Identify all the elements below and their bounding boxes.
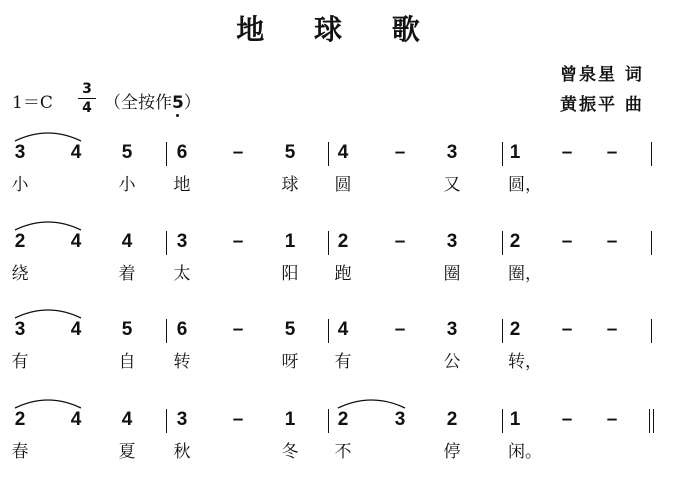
slur	[14, 128, 82, 144]
note: 2	[14, 231, 26, 252]
time-signature-bottom: 4	[82, 100, 92, 116]
lyric: 跑	[334, 264, 352, 284]
note: 3	[446, 142, 458, 163]
score-row	[0, 410, 676, 490]
note: 3	[176, 231, 188, 252]
sustain-dash: –	[232, 142, 244, 163]
barline	[502, 142, 503, 166]
note: 1	[284, 231, 296, 252]
slur-curve	[15, 400, 81, 408]
note: 2	[446, 409, 458, 430]
tempo-note: 5	[172, 93, 184, 113]
lyric: 阳	[281, 264, 299, 284]
note: 5	[284, 319, 296, 340]
score-row	[0, 143, 676, 223]
lyric: 闲。	[508, 442, 542, 462]
sustain-dash: –	[606, 409, 618, 430]
barline	[166, 409, 167, 433]
sustain-dash: –	[561, 409, 573, 430]
sustain-dash: –	[232, 409, 244, 430]
sustain-dash: –	[561, 319, 573, 340]
key-signature: 1＝C	[12, 93, 53, 113]
sustain-dash: –	[394, 319, 406, 340]
lyric: 圆	[334, 175, 352, 195]
lyric: 夏	[118, 442, 136, 462]
note: 2	[337, 231, 349, 252]
barline	[651, 319, 652, 343]
barline	[328, 319, 329, 343]
note: 4	[70, 231, 82, 252]
lyric: 停	[443, 442, 461, 462]
sustain-dash: –	[394, 231, 406, 252]
note: 1	[509, 142, 521, 163]
tempo-suffix: ）	[183, 93, 201, 113]
lyric: 着	[118, 264, 136, 284]
score-row	[0, 320, 676, 400]
lyric: 圈，	[508, 264, 542, 284]
note: 4	[337, 319, 349, 340]
note: 3	[14, 142, 26, 163]
composer-credit: 黄振平 曲	[560, 95, 644, 115]
sustain-dash: –	[394, 142, 406, 163]
lyric: 转	[173, 352, 191, 372]
barline	[651, 142, 652, 166]
note: 6	[176, 319, 188, 340]
lyric: 公	[443, 352, 461, 372]
note: 2	[14, 409, 26, 430]
note: 6	[176, 142, 188, 163]
note: 3	[394, 409, 406, 430]
lyric: 春	[11, 442, 29, 462]
lyric: 圆，	[508, 175, 542, 195]
note: 4	[121, 409, 133, 430]
barline	[502, 409, 503, 433]
barline	[502, 319, 503, 343]
sustain-dash: –	[606, 142, 618, 163]
final-barline	[649, 409, 654, 433]
lyric: 绕	[11, 264, 29, 284]
lyric: 自	[118, 352, 136, 372]
slur-curve	[15, 133, 81, 141]
time-signature-line	[78, 98, 96, 99]
lyric: 球	[281, 175, 299, 195]
barline	[328, 142, 329, 166]
slur	[14, 305, 82, 321]
barline	[166, 142, 167, 166]
note: 5	[121, 142, 133, 163]
note: 3	[446, 319, 458, 340]
slur-curve	[338, 400, 405, 408]
note: 3	[14, 319, 26, 340]
barline	[502, 231, 503, 255]
lyric: 小	[11, 175, 29, 195]
barline	[651, 231, 652, 255]
slur	[14, 217, 82, 233]
lyric: 地	[173, 175, 191, 195]
slur	[14, 395, 82, 411]
sustain-dash: –	[606, 319, 618, 340]
tempo-marking	[104, 88, 201, 113]
note: 4	[70, 142, 82, 163]
lyric: 小	[118, 175, 136, 195]
note: 1	[509, 409, 521, 430]
slur-curve	[15, 222, 81, 230]
note: 2	[509, 231, 521, 252]
lyric: 圈	[443, 264, 461, 284]
note: 2	[337, 409, 349, 430]
time-signature	[76, 81, 98, 116]
sustain-dash: –	[232, 319, 244, 340]
lyric: 秋	[173, 442, 191, 462]
score-row	[0, 232, 676, 312]
lyric: 有	[334, 352, 352, 372]
barline	[166, 319, 167, 343]
barline	[328, 409, 329, 433]
sustain-dash: –	[561, 142, 573, 163]
note: 5	[284, 142, 296, 163]
note: 5	[121, 319, 133, 340]
tempo-prefix: （全按作	[104, 93, 172, 113]
sustain-dash: –	[561, 231, 573, 252]
lyric: 太	[173, 264, 191, 284]
note: 3	[446, 231, 458, 252]
lyricist-credit: 曾泉星 词	[560, 65, 644, 85]
note: 3	[176, 409, 188, 430]
sustain-dash: –	[606, 231, 618, 252]
note: 2	[509, 319, 521, 340]
lyric: 不	[334, 442, 352, 462]
lyric: 呀	[281, 352, 299, 372]
sustain-dash: –	[232, 231, 244, 252]
song-title: 地 球 歌	[236, 13, 440, 46]
barline	[328, 231, 329, 255]
note: 4	[121, 231, 133, 252]
note: 4	[70, 409, 82, 430]
lyric: 转，	[508, 352, 542, 372]
slur-curve	[15, 310, 81, 318]
lyric: 有	[11, 352, 29, 372]
note: 4	[70, 319, 82, 340]
slur	[337, 395, 406, 411]
lyric: 冬	[281, 442, 299, 462]
note: 4	[337, 142, 349, 163]
barline	[166, 231, 167, 255]
time-signature-top: 3	[82, 81, 92, 97]
note: 1	[284, 409, 296, 430]
lyric: 又	[443, 175, 461, 195]
